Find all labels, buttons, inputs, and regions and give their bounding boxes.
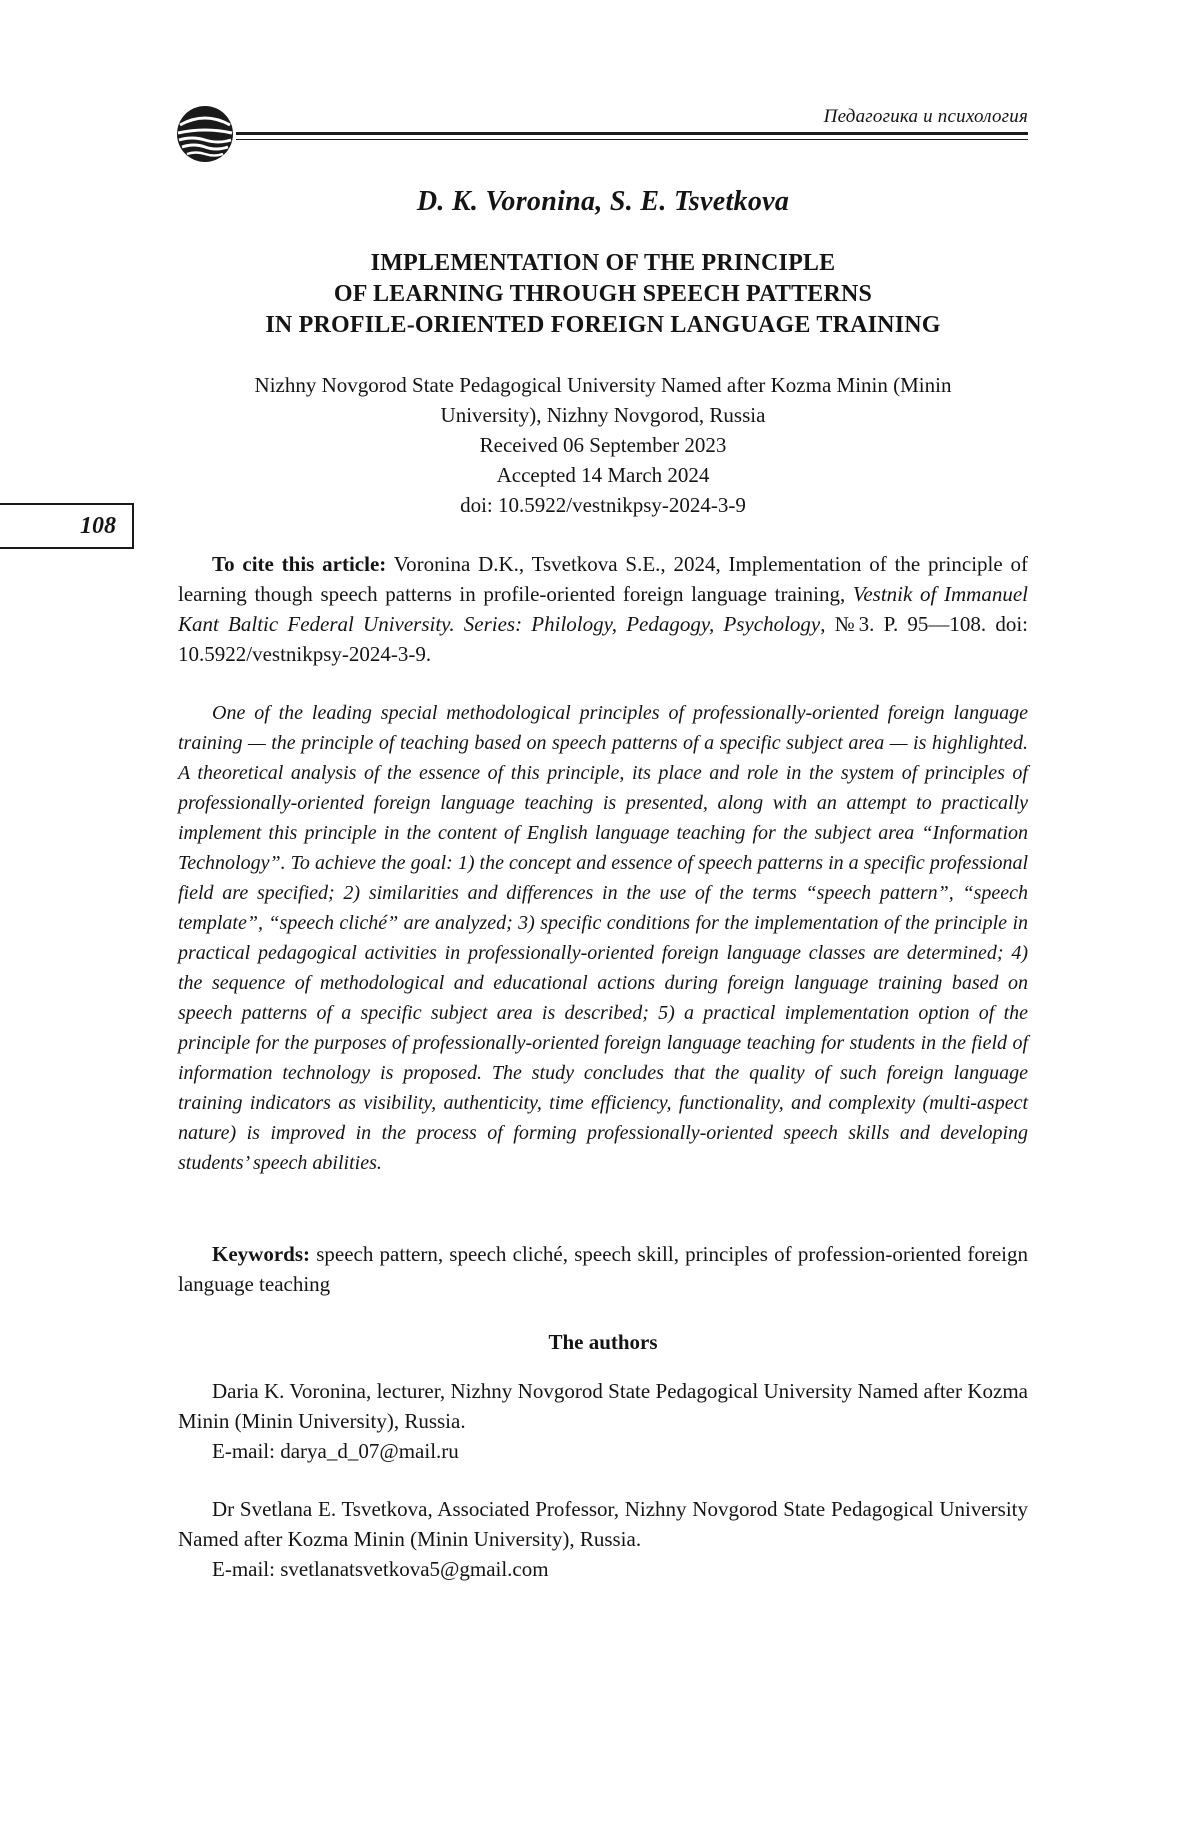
keywords-label: Keywords:	[212, 1242, 310, 1266]
article-authors: D. K. Voronina, S. E. Tsvetkova	[416, 186, 790, 217]
citation	[178, 549, 1028, 669]
header-rule-thin	[236, 139, 1028, 140]
received-date: Received 06 September 2023	[479, 433, 727, 457]
article-title-line: IMPLEMENTATION OF THE PRINCIPLE	[370, 250, 836, 276]
article-title	[178, 248, 1028, 341]
citation-text: Voronina D.K., Tsvetkova S.E., 2024, Implementation of the principle of learning though speech patterns in profile-oriented foreign language training,	[178, 552, 1028, 606]
authors-heading: The authors	[548, 1330, 658, 1354]
article-title-line: OF LEARNING THROUGH SPEECH PATTERNS	[333, 281, 873, 307]
author-email: E-mail: darya_d_07@mail.ru	[212, 1439, 459, 1463]
article-title-line: IN PROFILE-ORIENTED FOREIGN LANGUAGE TRAINING	[265, 312, 941, 338]
affiliation-line: Nizhny Novgorod State Pedagogical University Named after Kozma Minin (Minin	[254, 373, 952, 397]
author-email: E-mail: svetlanatsvetkova5@gmail.com	[212, 1557, 549, 1581]
header-rule-thick	[236, 132, 1028, 135]
citation-label: To cite this article:	[212, 552, 387, 576]
author-entry	[178, 1494, 1028, 1584]
accepted-date: Accepted 14 March 2024	[496, 463, 710, 487]
author-description: Dr Svetlana E. Tsvetkova, Associated Professor, Nizhny Novgorod State Pedagogical University Named after Kozma Minin (Minin University), Russia.	[178, 1497, 1028, 1551]
citation-journal: Vestnik of Immanuel Kant Baltic Federal University. Series: Philology, Pedagogy, Psychology	[178, 582, 1028, 636]
page-number: 108	[0, 503, 134, 549]
affiliation-line: University), Nizhny Novgorod, Russia	[440, 403, 766, 427]
author-entry	[178, 1376, 1028, 1466]
article-affiliation	[178, 370, 1028, 520]
author-description: Daria K. Voronina, lecturer, Nizhny Novgorod State Pedagogical University Named after Kozma Minin (Minin University), Russia.	[178, 1379, 1028, 1433]
running-head: Педагогика и психология	[823, 106, 1028, 127]
abstract: One of the leading special methodological principles of professionally-oriented foreign language training — the principle of teaching based on speech patterns of a specific subject area — is highlighted. A theoretical analysis of the essence of this principle, its place and role in the system of principles of professionally-oriented foreign language teaching is presented, along with an attempt to practically implement this principle in the content of English language teaching for the subject area “Information Technology”. To achieve the goal: 1) the concept and essence of speech patterns in a specific professional field are specified; 2) similarities and differences in the use of the terms “speech pattern”, “speech template”, “speech cliché” are analyzed; 3) specific conditions for the implementation of the principle in practical pedagogical activities in professionally-oriented foreign language classes are determined; 4) the sequence of methodological and educational actions during foreign language training based on speech patterns of a specific subject area is described; 5) a practical implementation option of the principle for the purposes of professionally-oriented foreign language teaching for students in the field of information technology is proposed. The study concludes that the quality of such foreign language training indicators as visibility, authenticity, time efficiency, functionality, and complexity (multi-aspect nature) is improved in the process of forming professionally-oriented speech skills and developing students’ speech abilities.	[178, 702, 1028, 1174]
citation-text-end: , №3. P. 95—108. doi: 10.5922/vestnikpsy-2024-3-9.	[178, 612, 1029, 666]
keywords	[178, 1239, 1028, 1299]
doi: doi: 10.5922/vestnikpsy-2024-3-9	[460, 493, 746, 517]
keywords-text: speech pattern, speech cliché, speech skill, principles of profession-oriented foreign language teaching	[178, 1242, 1028, 1296]
journal-logo-icon	[174, 103, 236, 165]
